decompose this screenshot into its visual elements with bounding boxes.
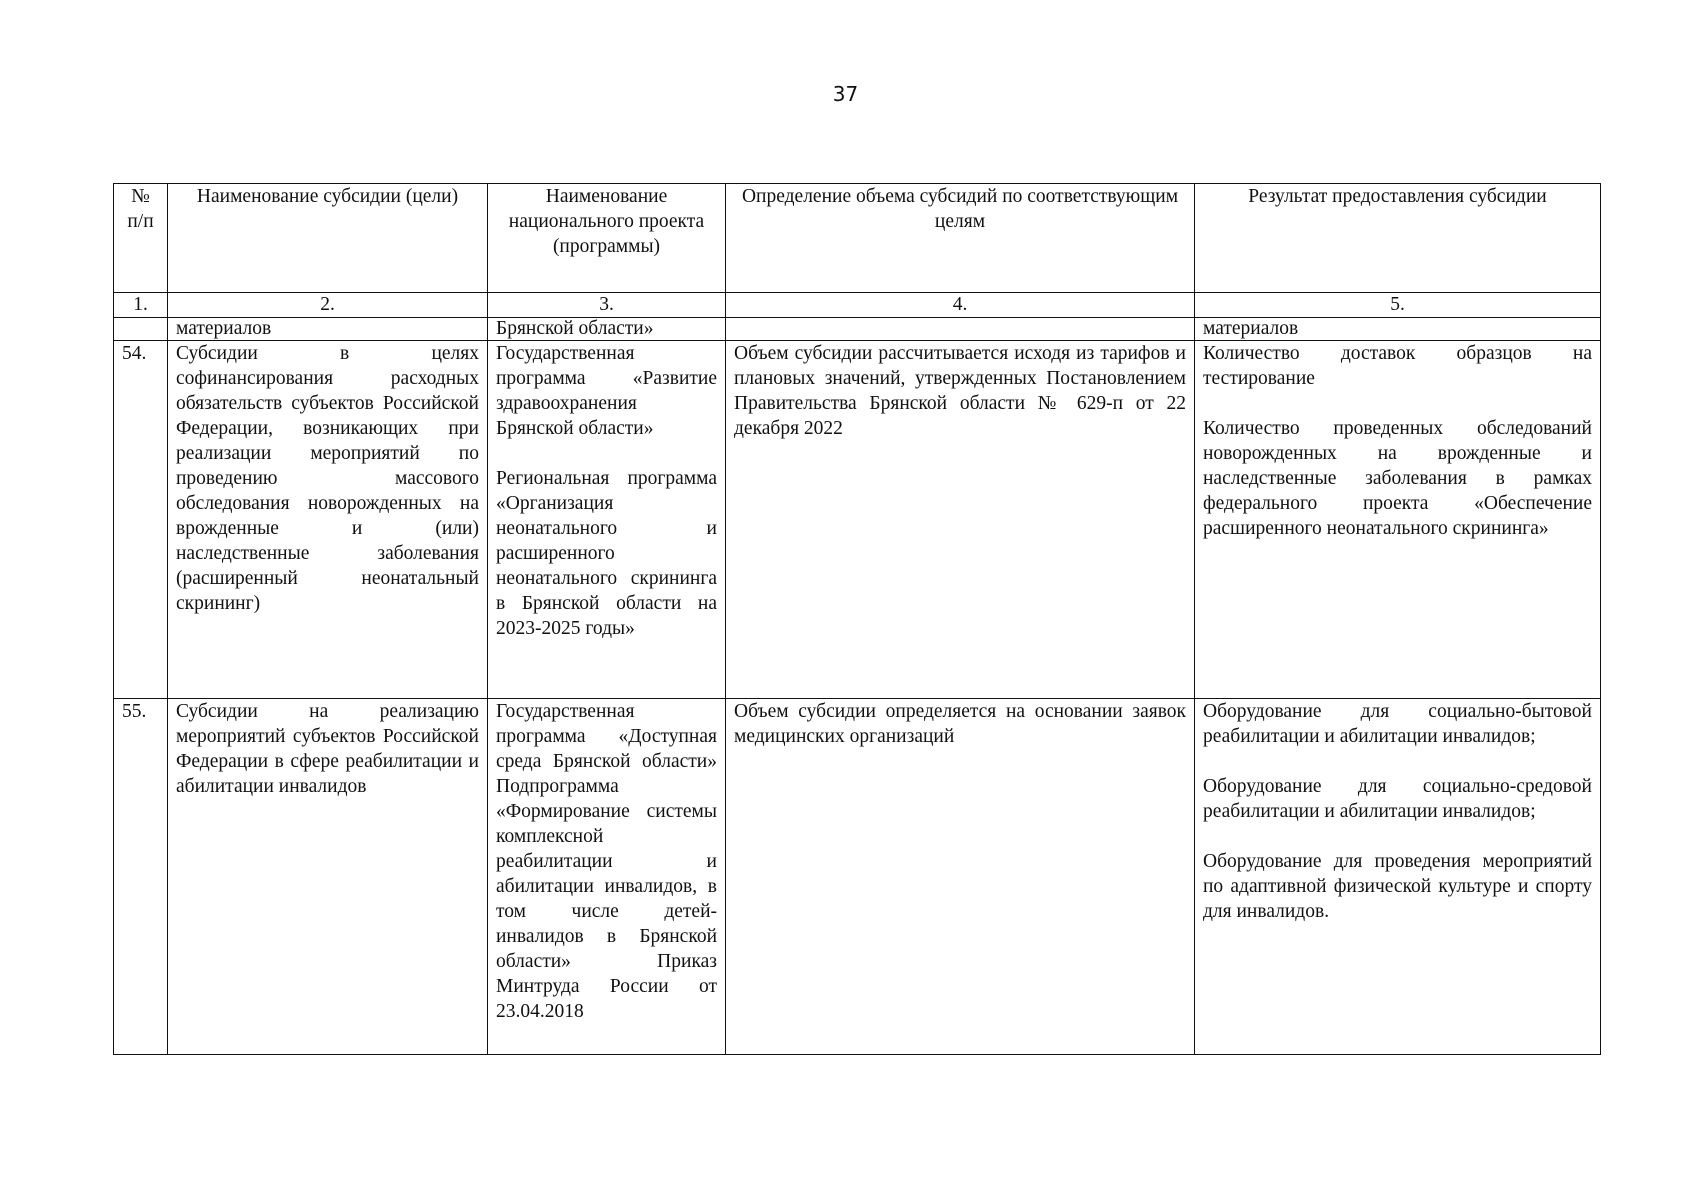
table-header-row <box>114 184 1601 293</box>
result-text: Оборудование для проведения мероприятий по адаптивной физической культуре и спорту для инвалидов. <box>1203 851 1592 922</box>
subsidy-table <box>113 183 1601 1055</box>
column-number: 1. <box>114 293 168 318</box>
row-number: 55. <box>114 699 168 1055</box>
header-result: Результат предоставления субсидии <box>1195 184 1601 293</box>
subsidy-result <box>1195 341 1601 699</box>
volume-definition: Объем субсидии рассчитывается исходя из тарифов и плановых значений, утвержденных Постановлением Правительства Брянской области № 629-п от 22 декабря 2022 <box>726 341 1195 699</box>
column-number: 3. <box>488 293 726 318</box>
column-number: 2. <box>168 293 488 318</box>
column-number-row <box>114 293 1601 318</box>
subsidy-result <box>1195 699 1601 1055</box>
continuation-cell <box>114 318 168 341</box>
national-project: Государственная программа «Доступная среда Брянской области» Подпрограмма «Формирование системы комплексной реабилитации и абилитации инвалидов, в том числе детей-инвалидов в Брянской области» Приказ Минтруда России от 23.04.2018 <box>488 699 726 1055</box>
header-subsidy-name: Наименование субсидии (цели) <box>168 184 488 293</box>
table-row <box>114 341 1601 699</box>
subsidy-name: Субсидии в целях софинансирования расходных обязательств субъектов Российской Федерации, возникающих при реализации мероприятий по проведению массового обследования новорожденных на врожденные и (или) наследственные заболевания (расширенный неонатальный скрининг) <box>168 341 488 699</box>
continuation-row <box>114 318 1601 341</box>
result-text: Оборудование для социально-бытовой реабилитации и абилитации инвалидов; <box>1203 701 1592 747</box>
project-text: Государственная программа «Развитие здравоохранения Брянской области» <box>496 343 717 439</box>
header-volume-definition: Определение объема субсидий по соответствующим целям <box>726 184 1195 293</box>
table-row <box>114 699 1601 1055</box>
column-number: 5. <box>1195 293 1601 318</box>
national-project <box>488 341 726 699</box>
continuation-cell: материалов <box>1195 318 1601 341</box>
project-text: Региональная программа «Организация неонатального и расширенного неонатального скрининга в Брянской области на 2023-2025 годы» <box>496 468 717 639</box>
column-number: 4. <box>726 293 1195 318</box>
result-text: Оборудование для социально-средовой реабилитации и абилитации инвалидов; <box>1203 776 1592 822</box>
volume-definition: Объем субсидии определяется на основании заявок медицинских организаций <box>726 699 1195 1055</box>
continuation-cell: материалов <box>168 318 488 341</box>
result-text: Количество доставок образцов на тестирование <box>1203 343 1592 389</box>
row-number: 54. <box>114 341 168 699</box>
result-text: Количество проведенных обследований новорожденных на врожденные и наследственные заболевания в рамках федерального проекта «Обеспечение расширенного неонатального скрининга» <box>1203 418 1592 539</box>
continuation-cell: Брянской области» <box>488 318 726 341</box>
header-national-project: Наименование национального проекта (программы) <box>488 184 726 293</box>
page-number: 37 <box>832 82 859 106</box>
subsidy-name: Субсидии на реализацию мероприятий субъектов Российской Федерации в сфере реабилитации и абилитации инвалидов <box>168 699 488 1055</box>
continuation-cell <box>726 318 1195 341</box>
header-number: № п/п <box>114 184 168 293</box>
